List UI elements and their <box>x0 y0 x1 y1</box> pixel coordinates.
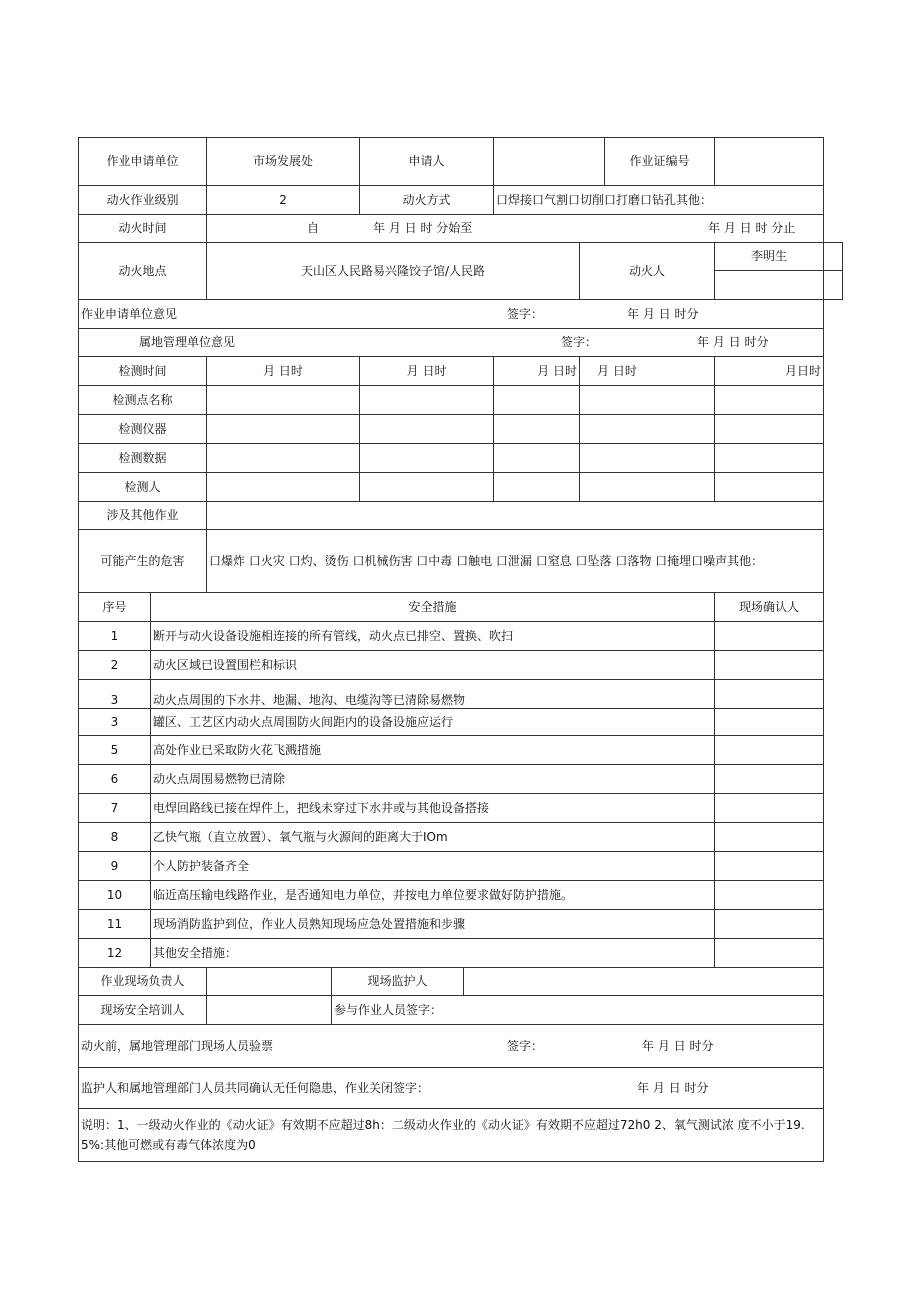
measure-text: 罐区、工艺区内动火点周围防火间距内的设备设施应运行 <box>151 709 715 736</box>
fire-time-value[interactable] <box>207 215 824 243</box>
fire-method-value[interactable]: 口焊接口气割口切削口打磨口钻孔其他： <box>494 186 824 215</box>
measure-confirm[interactable] <box>715 910 824 939</box>
detect-point-label: 检测点名称 <box>79 386 207 415</box>
measure-no: 11 <box>79 910 151 939</box>
detect-person-cell[interactable] <box>580 473 715 502</box>
measure-no: 1 <box>79 622 151 651</box>
permit-no-label: 作业证编号 <box>605 138 715 186</box>
measure-no: 10 <box>79 881 151 910</box>
fire-time-from: 自 <box>307 221 320 235</box>
measure-no: 9 <box>79 852 151 881</box>
measure-row <box>79 823 843 852</box>
measure-confirm[interactable] <box>715 765 824 794</box>
measure-row <box>79 622 843 651</box>
fire-person-extra-2[interactable] <box>824 271 843 300</box>
unit-label: 作业申请单位 <box>79 138 207 186</box>
detect-time-5[interactable]: 月日时 <box>715 357 824 386</box>
detect-data-cell[interactable] <box>580 444 715 473</box>
measure-text: 乙快气瓶（直立放置）、氧气瓶与火源间的距离大于IOm <box>151 823 715 852</box>
measure-confirm[interactable] <box>715 709 824 736</box>
detect-instrument-cell[interactable] <box>207 415 360 444</box>
detect-point-cell[interactable] <box>207 386 360 415</box>
unit-opinion-sign: 签字： <box>507 306 544 321</box>
detect-data-cell[interactable] <box>715 444 824 473</box>
measure-confirm[interactable] <box>715 651 824 680</box>
measures-col-no: 序号 <box>79 593 151 622</box>
fire-level-label: 动火作业级别 <box>79 186 207 215</box>
measure-text: 临近高压输电线路作业，是否通知电力单位，并按电力单位要求做好防护措施。 <box>151 881 715 910</box>
unit-opinion-row[interactable] <box>79 300 824 329</box>
measure-confirm[interactable] <box>715 736 824 765</box>
acceptance-before-sign: 签字： <box>507 1038 544 1053</box>
measure-no: 12 <box>79 939 151 968</box>
detect-person-label: 检测人 <box>79 473 207 502</box>
measure-row <box>79 910 843 939</box>
detect-data-cell[interactable] <box>360 444 494 473</box>
local-opinion-date: 年 月 日 时分 <box>697 335 769 349</box>
detect-point-cell[interactable] <box>360 386 494 415</box>
hazards-value[interactable]: 口爆炸 口火灾 口灼、烫伤 口机械伤害 口中毒 口触电 口泄漏 口窒息 口坠落 口落物 口掩埋口噪声其他： <box>207 530 824 593</box>
site-guardian-label: 现场监护人 <box>332 968 464 996</box>
detect-data-label: 检测数据 <box>79 444 207 473</box>
fire-method-label: 动火方式 <box>360 186 494 215</box>
measure-no: 6 <box>79 765 151 794</box>
detect-person-cell[interactable] <box>207 473 360 502</box>
local-opinion-label: 属地管理单位意见 <box>139 335 236 349</box>
fire-location-label: 动火地点 <box>79 243 207 300</box>
acceptance-close-date: 年 月 日 时分 <box>637 1080 709 1095</box>
measure-text: 动火点周围易燃物已清除 <box>151 765 715 794</box>
acceptance-close-label: 监护人和属地管理部门人员共同确认无任何隐患，作业关闭签字： <box>81 1080 430 1095</box>
measure-text: 个人防护装备齐全 <box>151 852 715 881</box>
fire-time-end: 年 月 日 时 分止 <box>708 221 796 235</box>
measure-row <box>79 651 843 680</box>
measure-row <box>79 881 843 910</box>
measure-row <box>79 852 843 881</box>
fire-person-label: 动火人 <box>580 243 715 300</box>
fire-level-value[interactable]: 2 <box>207 186 360 215</box>
permit-no-value[interactable] <box>715 138 824 186</box>
detect-time-4[interactable]: 月 日时 <box>580 357 715 386</box>
detect-point-cell[interactable] <box>580 386 715 415</box>
measure-text: 其他安全措施： <box>151 939 715 968</box>
detect-instrument-cell[interactable] <box>360 415 494 444</box>
measure-no: 8 <box>79 823 151 852</box>
detect-time-3[interactable]: 月 日时 <box>494 357 580 386</box>
detect-instrument-cell[interactable] <box>580 415 715 444</box>
detect-point-cell[interactable] <box>494 386 580 415</box>
detect-data-cell[interactable] <box>494 444 580 473</box>
unit-value[interactable]: 市场发展处 <box>207 138 360 186</box>
measure-no: 3 <box>79 680 151 709</box>
detect-person-cell[interactable] <box>494 473 580 502</box>
fire-person-extra-1[interactable] <box>824 243 843 271</box>
measure-confirm[interactable] <box>715 939 824 968</box>
measure-text: 动火区域已设置围栏和标识 <box>151 651 715 680</box>
fire-location-value[interactable]: 天山区人民路易兴隆饺子馆/人民路 <box>207 243 580 300</box>
measure-confirm[interactable] <box>715 823 824 852</box>
acceptance-close-row[interactable] <box>79 1068 824 1109</box>
measure-text: 高处作业已采取防火花飞溅措施 <box>151 736 715 765</box>
acceptance-before-row[interactable] <box>79 1025 824 1068</box>
site-participants-label[interactable]: 参与作业人员签字： <box>332 996 824 1025</box>
unit-opinion-date: 年 月 日 时分 <box>627 306 699 321</box>
measures-col-confirm: 现场确认人 <box>715 593 824 622</box>
site-guardian-value[interactable] <box>464 968 824 996</box>
other-work-value[interactable] <box>207 502 824 530</box>
acceptance-before-label: 动火前，属地管理部门现场人员验票 <box>81 1038 274 1053</box>
fire-work-permit-form <box>78 137 843 1162</box>
measures-col-measure: 安全措施 <box>151 593 715 622</box>
measure-confirm[interactable] <box>715 794 824 823</box>
detect-data-cell[interactable] <box>207 444 360 473</box>
applicant-label: 申请人 <box>360 138 494 186</box>
measure-confirm[interactable] <box>715 622 824 651</box>
measure-row <box>79 794 843 823</box>
detect-time-label: 检测时间 <box>79 357 207 386</box>
measure-text: 现场消防监护到位，作业人员熟知现场应急处置措施和步骤 <box>151 910 715 939</box>
measure-row <box>79 709 843 736</box>
measure-row <box>79 680 843 709</box>
detect-time-1[interactable]: 月 日时 <box>207 357 360 386</box>
detect-person-cell[interactable] <box>715 473 824 502</box>
unit-opinion-label: 作业申请单位意见 <box>81 306 178 321</box>
measure-text: 动火点周围的下水井、地漏、地沟、电缆沟等已清除易燃物 <box>151 680 715 709</box>
measure-no: 7 <box>79 794 151 823</box>
measure-no: 5 <box>79 736 151 765</box>
applicant-value[interactable] <box>494 138 605 186</box>
detect-time-2[interactable]: 月 日时 <box>360 357 494 386</box>
measure-no: 3 <box>79 709 151 736</box>
measure-confirm[interactable] <box>715 852 824 881</box>
detect-person-cell[interactable] <box>360 473 494 502</box>
site-leader-label: 作业现场负责人 <box>79 968 207 996</box>
acceptance-before-date: 年 月 日 时分 <box>642 1038 714 1053</box>
site-leader-value[interactable] <box>207 968 332 996</box>
measure-text: 电焊回路线已接在焊件上，把线未穿过下水井或与其他设备搭接 <box>151 794 715 823</box>
fire-person-value[interactable]: 李明生 <box>715 243 824 271</box>
measure-confirm[interactable] <box>715 881 824 910</box>
other-work-label: 涉及其他作业 <box>79 502 207 530</box>
site-trainer-label: 现场安全培训人 <box>79 996 207 1025</box>
detect-instrument-cell[interactable] <box>715 415 824 444</box>
hazards-label: 可能产生的危害 <box>79 530 207 593</box>
measure-text: 断开与动火设备设施相连接的所有管线，动火点已排空、置换、吹扫 <box>151 622 715 651</box>
detect-point-cell[interactable] <box>715 386 824 415</box>
measure-confirm[interactable] <box>715 680 824 709</box>
detect-instrument-label: 检测仪器 <box>79 415 207 444</box>
measure-row <box>79 939 843 968</box>
fire-time-start: 年 月 日 时 分始至 <box>373 221 473 235</box>
detect-instrument-cell[interactable] <box>494 415 580 444</box>
measure-row <box>79 765 843 794</box>
fire-time-label: 动火时间 <box>79 215 207 243</box>
measure-row <box>79 736 843 765</box>
note-text: 说明：1、一级动火作业的《动火证》有效期不应超过8h：二级动火作业的《动火证》有效期不应超过72h0 2、氧气测试浓 度不小于19. 5%:其他可燃或有毒气体浓度为0 <box>79 1109 824 1162</box>
fire-person-blank-2[interactable] <box>715 271 824 300</box>
local-opinion-row[interactable] <box>79 329 824 357</box>
measure-no: 2 <box>79 651 151 680</box>
local-opinion-sign: 签字： <box>561 335 598 349</box>
site-trainer-value[interactable] <box>207 996 332 1025</box>
